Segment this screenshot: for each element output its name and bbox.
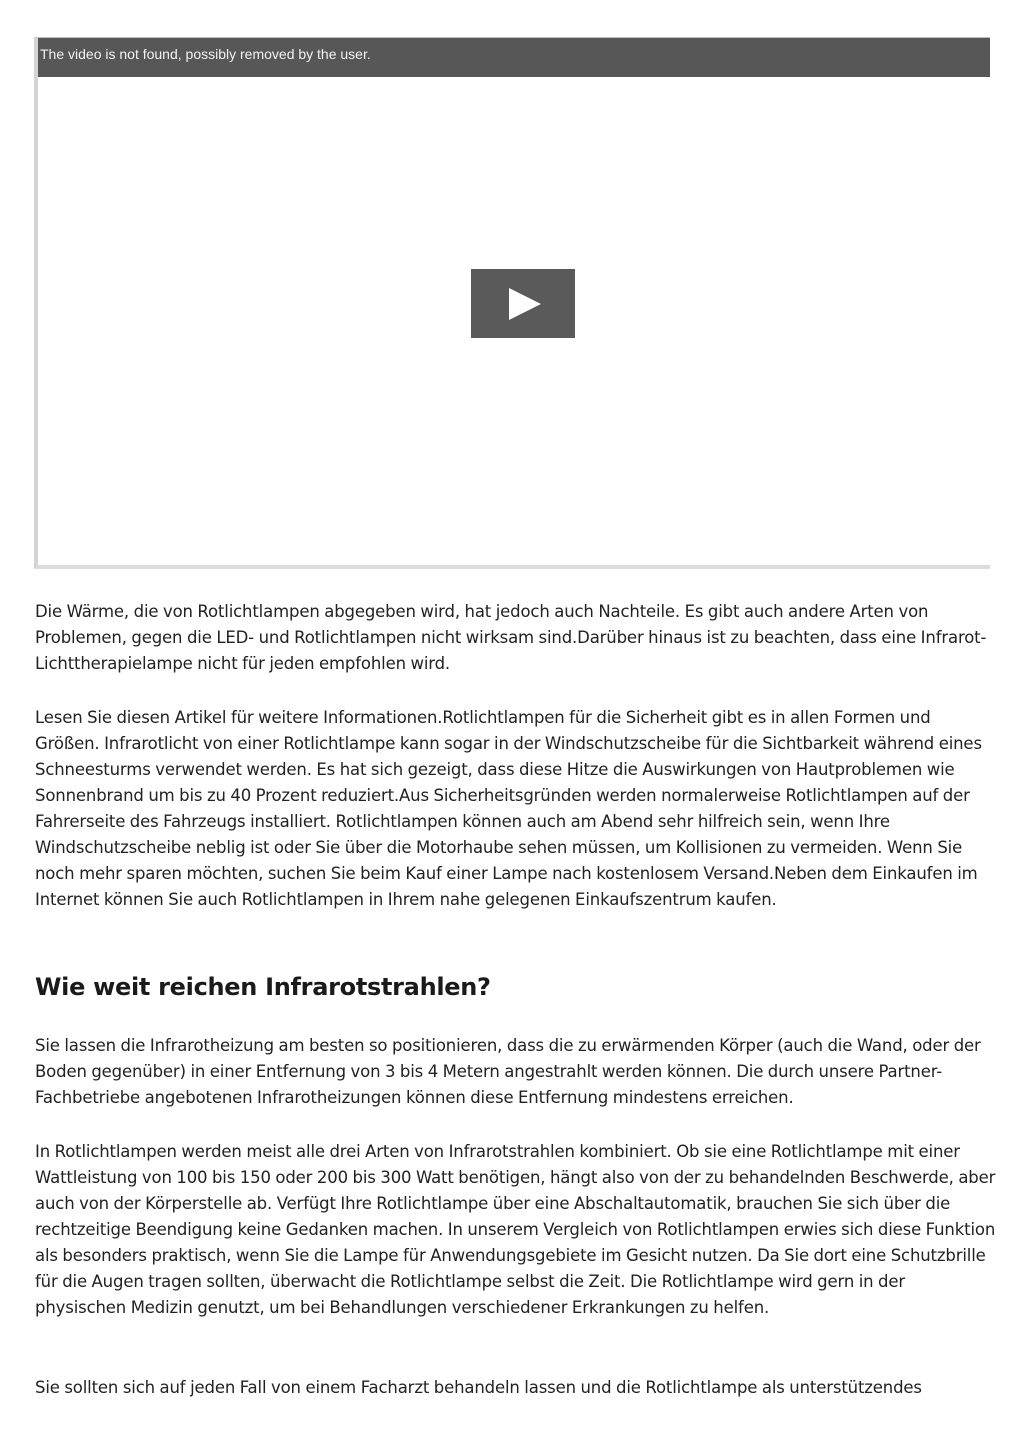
article-paragraph: Sie sollten sich auf jeden Fall von einem Facharzt behandeln lassen und die Rotlichtlampe als unterstützendes [35,1378,922,1397]
article-paragraph: In Rotlichtlampen werden meist alle drei Arten von Infrarotstrahlen kombiniert. Ob sie eine Rotlichtlampe mit einer Wattleistung von 100 bis 150 oder 200 bis 300 Watt benötigen, hängt also von der zu behandelnden Beschwerde, aber auch von der Körperstelle ab. Verfügt Ihre Rotlichtlampe über eine Abschaltautomatik, brauchen Sie sich über die rechtzeitige Beendigung keine Gedanken machen. In unserem Vergleich von Rotlichtlampen erwies sich diese Funktion als besonders praktisch, wenn Sie die Lampe für Anwendungsgebiete im Gesicht nutzen. Da Sie dort eine Schutzbrille für die Augen tragen sollten, überwacht die Rotlichtlampe selbst die Zeit. Die Rotlichtlampe wird gern in der physischen Medizin genutzt, um bei Behandlungen verschiedener Erkrankungen zu helfen. [35,1142,996,1317]
play-button[interactable] [471,269,575,338]
article-paragraph: Die Wärme, die von Rotlichtlampen abgegeben wird, hat jedoch auch Nachteile. Es gibt auch andere Arten von Problemen, gegen die LED- und Rotlichtlampen nicht wirksam sind.Darüber hinaus ist zu beachten, dass eine Infrarot-Lichttherapielampe nicht für jeden empfohlen wird. [35,602,987,673]
video-error-message: The video is not found, possibly removed by the user. [40,46,371,62]
article-paragraph: Sie lassen die Infrarotheizung am besten so positionieren, dass die zu erwärmenden Körper (auch die Wand, oder der Boden gegenüber) in einer Entfernung von 3 bis 4 Metern angestrahlt werden können. Die durch unsere Partner-Fachbetriebe angebotenen Infrarotheizungen können diese Entfernung mindestens erreichen. [35,1036,981,1107]
article-paragraph: Lesen Sie diesen Artikel für weitere Informationen.Rotlichtlampen für die Sicherheit gibt es in allen Formen und Größen. Infrarotlicht von einer Rotlichtlampe kann sogar in der Windschutzscheibe für die Sichtbarkeit während eines Schneesturms verwendet werden. Es hat sich gezeigt, dass diese Hitze die Auswirkungen von Hautproblemen wie Sonnenbrand um bis zu 40 Prozent reduziert.Aus Sicherheitsgründen werden normalerweise Rotlichtlampen auf der Fahrerseite des Fahrzeugs installiert. Rotlichtlampen können auch am Abend sehr hilfreich sein, wenn Ihre Windschutzscheibe neblig ist oder Sie über die Motorhaube sehen müssen, um Kollisionen zu vermeiden. Wenn Sie noch mehr sparen möchten, suchen Sie beim Kauf einer Lampe nach kostenlosem Versand.Neben dem Einkaufen im Internet können Sie auch Rotlichtlampen in Ihrem nahe gelegenen Einkaufszentrum kaufen. [35,708,982,909]
section-heading: Wie weit reichen Infrarotstrahlen? [35,973,491,1001]
play-icon [471,269,575,338]
video-player[interactable] [34,37,990,569]
video-error-bar [38,38,990,77]
